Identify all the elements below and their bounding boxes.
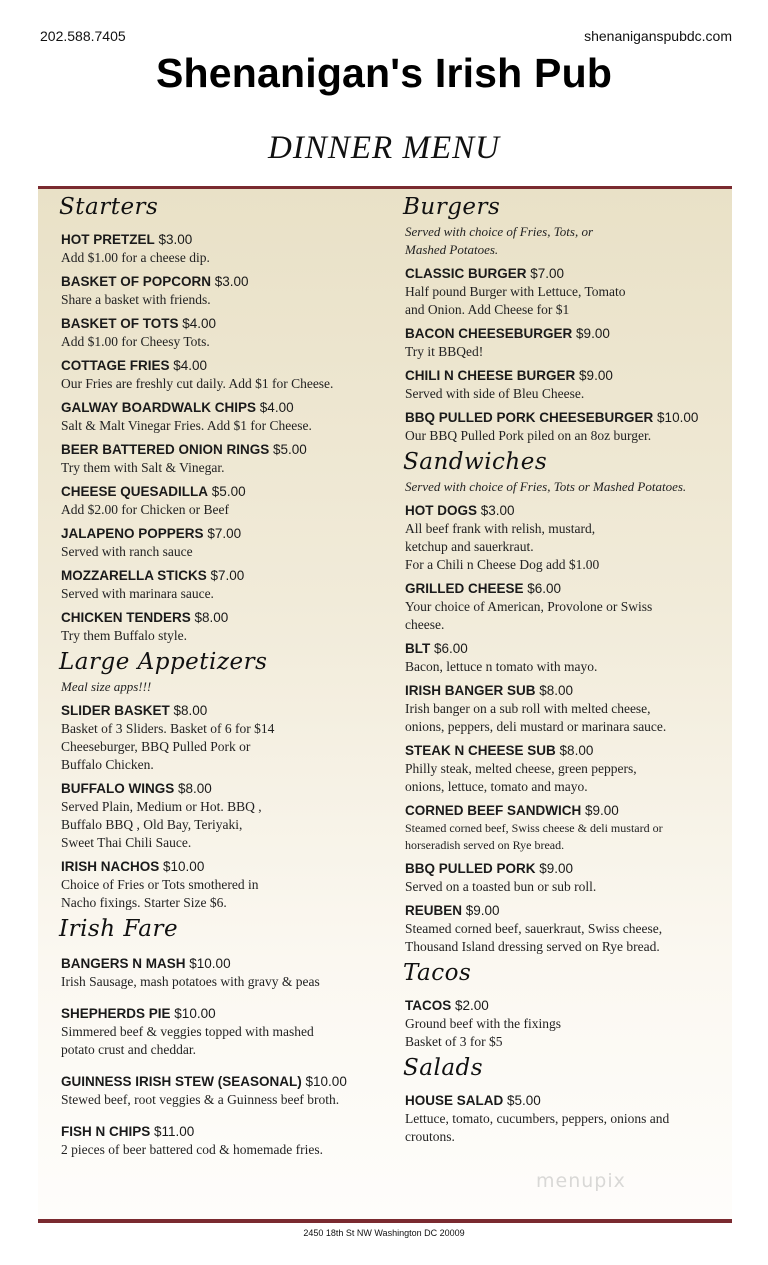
item-description-line: Irish Sausage, mash potatoes with gravy & peas bbox=[61, 974, 320, 989]
item-name: COTTAGE FRIES bbox=[61, 358, 170, 373]
item-name: CHEESE QUESADILLA bbox=[61, 484, 209, 499]
item-name: CORNED BEEF SANDWICH bbox=[405, 803, 582, 818]
item-description-line: Served on a toasted bun or sub roll. bbox=[405, 879, 597, 894]
item-description-line: Your choice of American, Provolone or Swiss bbox=[405, 599, 653, 614]
menu-item bbox=[61, 858, 391, 912]
item-price: $10.00 bbox=[189, 956, 231, 971]
item-price: $10.00 bbox=[657, 410, 699, 425]
item-name: CHICKEN TENDERS bbox=[61, 610, 191, 625]
item-name: IRISH NACHOS bbox=[61, 859, 160, 874]
item-name: REUBEN bbox=[405, 903, 463, 918]
menu-item bbox=[405, 742, 725, 796]
item-description-line: Nacho fixings. Starter Size $6. bbox=[61, 895, 227, 910]
item-name: BBQ PULLED PORK bbox=[405, 861, 536, 876]
item-name: SLIDER BASKET bbox=[61, 703, 170, 718]
menu-item bbox=[405, 325, 725, 361]
item-description-line: Lettuce, tomato, cucumbers, peppers, onions and bbox=[405, 1111, 670, 1126]
item-price: $8.00 bbox=[173, 703, 208, 718]
item-description: Our Fries are freshly cut daily. Add $1 for Cheese. bbox=[61, 376, 334, 391]
item-price: $8.00 bbox=[194, 610, 229, 625]
menu-item bbox=[405, 1092, 725, 1146]
section-sandwiches bbox=[405, 451, 725, 956]
item-description-line: Sweet Thai Chili Sauce. bbox=[61, 835, 192, 850]
item-price: $10.00 bbox=[305, 1074, 347, 1089]
section-subtitle: Served with choice of Fries, Tots or Mashed Potatoes. bbox=[405, 479, 687, 494]
item-name: JALAPENO POPPERS bbox=[61, 526, 204, 541]
item-description-line: Cheeseburger, BBQ Pulled Pork or bbox=[61, 739, 251, 754]
menu-item bbox=[61, 483, 391, 519]
item-price: $7.00 bbox=[207, 526, 242, 541]
item-description-line: Buffalo BBQ , Old Bay, Teriyaki, bbox=[61, 817, 243, 832]
item-name: FISH N CHIPS bbox=[61, 1124, 151, 1139]
item-price: $8.00 bbox=[178, 781, 212, 796]
menu-item bbox=[61, 702, 391, 774]
item-price: $5.00 bbox=[507, 1093, 541, 1108]
item-description: Salt & Malt Vinegar Fries. Add $1 for Cheese. bbox=[61, 418, 312, 433]
menu-item bbox=[61, 357, 391, 393]
item-description-line: Served with side of Bleu Cheese. bbox=[405, 386, 585, 401]
menu-item bbox=[61, 231, 391, 267]
item-description-line: Thousand Island dressing served on Rye bread. bbox=[405, 939, 660, 954]
item-name: BBQ PULLED PORK CHEESEBURGER bbox=[405, 410, 654, 425]
item-name: BACON CHEESEBURGER bbox=[405, 326, 573, 341]
item-description-line: Half pound Burger with Lettuce, Tomato bbox=[405, 284, 626, 299]
item-description-line: Buffalo Chicken. bbox=[61, 757, 154, 772]
section-large-appetizers bbox=[61, 651, 391, 912]
pub-title: Shenanigan's Irish Pub bbox=[155, 50, 613, 96]
menu-item bbox=[61, 441, 391, 477]
item-description: Add $2.00 for Chicken or Beef bbox=[61, 502, 229, 517]
section-subtitle-line: Served with choice of Fries, Tots, or bbox=[405, 224, 594, 239]
item-description-line: Ground beef with the fixings bbox=[405, 1016, 561, 1031]
item-price: $9.00 bbox=[465, 903, 500, 918]
section-title: Sandwiches bbox=[403, 449, 548, 475]
menu-title: DINNER MENU bbox=[268, 130, 500, 166]
menu-item bbox=[61, 273, 391, 309]
menu-item bbox=[61, 780, 391, 852]
item-name: GUINNESS IRISH STEW (SEASONAL) bbox=[61, 1074, 302, 1089]
item-description-line: Bacon, lettuce n tomato with mayo. bbox=[405, 659, 598, 674]
item-description-line: Steamed corned beef, sauerkraut, Swiss cheese, bbox=[405, 921, 663, 936]
item-description: Try them Buffalo style. bbox=[61, 628, 188, 643]
menu-item bbox=[61, 567, 391, 603]
item-description-line: Steamed corned beef, Swiss cheese & deli mustard or bbox=[405, 821, 663, 835]
menu-item bbox=[405, 682, 725, 736]
item-price: $10.00 bbox=[174, 1006, 216, 1021]
item-description-line: Irish banger on a sub roll with melted cheese, bbox=[405, 701, 651, 716]
item-name: CLASSIC BURGER bbox=[405, 266, 527, 281]
item-description: Add $1.00 for a cheese dip. bbox=[61, 250, 210, 265]
phone-number: 202.588.7405 bbox=[40, 28, 126, 44]
item-description-line: ketchup and sauerkraut. bbox=[405, 539, 534, 554]
item-name: BEER BATTERED ONION RINGS bbox=[61, 442, 270, 457]
item-name: SHEPHERDS PIE bbox=[61, 1006, 171, 1021]
item-description-line: Our BBQ Pulled Pork piled on an 8oz burger. bbox=[405, 428, 652, 443]
item-description-line: Try it BBQed! bbox=[405, 344, 484, 359]
menu-item bbox=[405, 502, 725, 574]
website-url: shenaniganspubdc.com bbox=[584, 28, 732, 44]
item-name: STEAK N CHEESE SUB bbox=[405, 743, 556, 758]
item-name: MOZZARELLA STICKS bbox=[61, 568, 207, 583]
item-name: GRILLED CHEESE bbox=[405, 581, 524, 596]
item-name: TACOS bbox=[405, 998, 452, 1013]
item-description-line: Simmered beef & veggies topped with mashed bbox=[61, 1024, 314, 1039]
menu-item bbox=[61, 1123, 391, 1159]
item-price: $4.00 bbox=[182, 316, 217, 331]
item-description-line: cheese. bbox=[405, 617, 445, 632]
item-price: $6.00 bbox=[527, 581, 562, 596]
menu-item bbox=[405, 409, 725, 445]
item-description-line: Served Plain, Medium or Hot. BBQ , bbox=[61, 799, 262, 814]
item-name: BLT bbox=[405, 641, 431, 656]
section-title: Irish Fare bbox=[59, 916, 179, 942]
item-description: Try them with Salt & Vinegar. bbox=[61, 460, 225, 475]
item-price: $9.00 bbox=[539, 861, 574, 876]
section-subtitle: Meal size apps!!! bbox=[61, 679, 152, 694]
item-price: $3.00 bbox=[214, 274, 249, 289]
item-price: $2.00 bbox=[455, 998, 489, 1013]
item-name: BANGERS N MASH bbox=[61, 956, 186, 971]
item-description-line: horseradish served on Rye bread. bbox=[405, 838, 565, 852]
menu-item bbox=[61, 955, 391, 991]
item-description-line: For a Chili n Cheese Dog add $1.00 bbox=[405, 557, 600, 572]
section-tacos bbox=[405, 962, 725, 1051]
section-starters bbox=[61, 196, 391, 645]
item-description-line: potato crust and cheddar. bbox=[61, 1042, 196, 1057]
item-name: CHILI N CHEESE BURGER bbox=[405, 368, 576, 383]
item-description-line: Basket of 3 Sliders. Basket of 6 for $14 bbox=[61, 721, 275, 736]
menu-item bbox=[61, 609, 391, 645]
item-name: BASKET OF TOTS bbox=[61, 316, 179, 331]
section-irish-fare bbox=[61, 918, 391, 1159]
item-description: Served with ranch sauce bbox=[61, 544, 193, 559]
item-name: BASKET OF POPCORN bbox=[61, 274, 212, 289]
item-description: Served with marinara sauce. bbox=[61, 586, 214, 601]
item-price: $9.00 bbox=[585, 803, 619, 818]
item-price: $3.00 bbox=[480, 503, 515, 518]
item-price: $10.00 bbox=[163, 859, 205, 874]
item-description-line: croutons. bbox=[405, 1129, 455, 1144]
item-description-line: All beef frank with relish, mustard, bbox=[405, 521, 596, 536]
section-subtitle bbox=[405, 223, 725, 259]
menu-item bbox=[405, 367, 725, 403]
item-price: $11.00 bbox=[154, 1124, 195, 1139]
item-name: GALWAY BOARDWALK CHIPS bbox=[61, 400, 257, 415]
menu-item bbox=[405, 997, 725, 1051]
item-description: Add $1.00 for Cheesy Tots. bbox=[61, 334, 210, 349]
item-price: $5.00 bbox=[273, 442, 307, 457]
menu-item bbox=[405, 265, 725, 319]
item-name: HOT PRETZEL bbox=[61, 232, 155, 247]
item-name: HOT DOGS bbox=[405, 503, 478, 518]
item-description-line: Philly steak, melted cheese, green peppers, bbox=[405, 761, 637, 776]
section-title: Starters bbox=[59, 194, 159, 220]
menu-item bbox=[405, 640, 725, 676]
item-description-line: Basket of 3 for $5 bbox=[405, 1034, 503, 1049]
item-price: $5.00 bbox=[211, 484, 246, 499]
menu-item bbox=[61, 1073, 391, 1109]
bottom-divider bbox=[38, 1219, 732, 1223]
section-title: Burgers bbox=[403, 194, 501, 220]
item-description-line: onions, lettuce, tomato and mayo. bbox=[405, 779, 588, 794]
item-price: $4.00 bbox=[259, 400, 294, 415]
item-name: IRISH BANGER SUB bbox=[405, 683, 536, 698]
item-price: $4.00 bbox=[173, 358, 208, 373]
item-price: $9.00 bbox=[576, 326, 610, 341]
section-subtitle-line: Mashed Potatoes. bbox=[405, 242, 499, 257]
watermark: menupix bbox=[536, 1170, 626, 1192]
item-price: $9.00 bbox=[579, 368, 613, 383]
section-salads bbox=[405, 1057, 725, 1146]
section-title: Large Appetizers bbox=[59, 649, 268, 675]
item-description-line: Choice of Fries or Tots smothered in bbox=[61, 877, 259, 892]
item-description-line: 2 pieces of beer battered cod & homemade fries. bbox=[61, 1142, 324, 1157]
menu-item bbox=[61, 525, 391, 561]
item-price: $7.00 bbox=[210, 568, 245, 583]
item-description-line: and Onion. Add Cheese for $1 bbox=[405, 302, 570, 317]
menu-item bbox=[405, 902, 725, 956]
item-name: HOUSE SALAD bbox=[405, 1093, 504, 1108]
item-description-line: Stewed beef, root veggies & a Guinness beef broth. bbox=[61, 1092, 340, 1107]
right-column bbox=[405, 190, 725, 1152]
item-name: BUFFALO WINGS bbox=[61, 781, 175, 796]
menu-item bbox=[61, 1005, 391, 1059]
menu-item bbox=[405, 802, 725, 854]
item-price: $6.00 bbox=[434, 641, 468, 656]
section-burgers bbox=[405, 196, 725, 445]
item-description-line: onions, peppers, deli mustard or marinara sauce. bbox=[405, 719, 667, 734]
item-price: $3.00 bbox=[158, 232, 193, 247]
address: 2450 18th St NW Washington DC 20009 bbox=[303, 1228, 465, 1238]
section-title: Tacos bbox=[403, 960, 472, 986]
menu-item bbox=[405, 580, 725, 634]
item-description: Share a basket with friends. bbox=[61, 292, 211, 307]
item-price: $8.00 bbox=[539, 683, 574, 698]
menu-item bbox=[405, 860, 725, 896]
menu-item bbox=[61, 399, 391, 435]
item-price: $8.00 bbox=[559, 743, 594, 758]
section-title: Salads bbox=[403, 1055, 484, 1081]
item-price: $7.00 bbox=[530, 266, 565, 281]
left-column bbox=[61, 190, 391, 1165]
menu-item bbox=[61, 315, 391, 351]
